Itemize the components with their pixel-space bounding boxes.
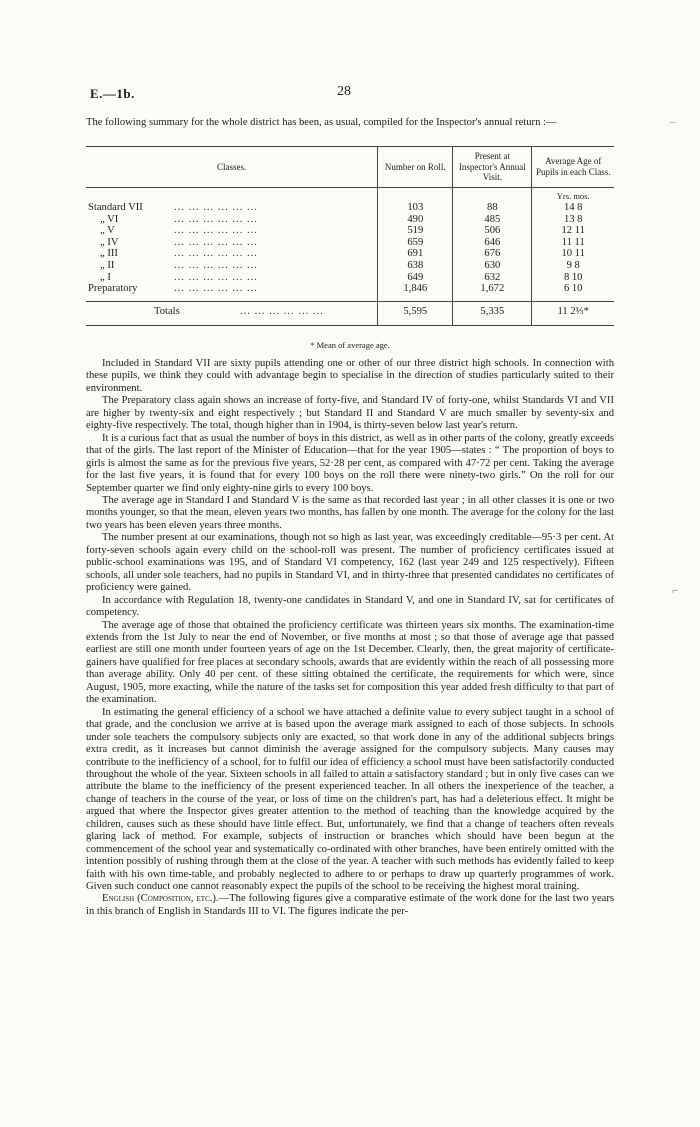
series-code: E.—1b. [90,86,135,101]
age-value: 9 8 [532,260,614,272]
roll-value: 1,846 [378,283,453,295]
section-heading: English (Composition, etc.). [102,893,219,905]
age-value: 8 10 [532,272,614,284]
leader-dots: ... ... ... ... ... ... [174,260,258,272]
intro-text: The following summary for the whole district has been, as usual, compiled for the Inspector's annual return :— [86,117,557,128]
table-row [86,225,614,237]
paragraph: In accordance with Regulation 18, twenty-one candidates in Standard V, and one in Standard IV, sat for certificates of competency. [86,594,614,619]
paragraph: It is a curious fact that as usual the number of boys in this district, as well as in other parts of the colony, greatly exceeds that of the girls. The last report of the Minister of Education—that for the year 1905—states : “ The proportion of boys to girls is almost the same as for the previous five years, 52·28 per cent, as compared with 47·72 per cent. Taking the average for the last five years, it is found that for every 100 boys on the roll there were ninety-two girls.” On the roll for our September quarter we find only eighty-nine girls to every 100 boys. [86,432,614,494]
total-present: 5,335 [453,301,532,321]
paragraph-english [86,893,614,918]
leader-dots: ... ... ... ... ... ... [174,283,258,295]
class-name: „ IV [100,236,119,248]
margin-mark: ⌐ [672,585,679,597]
present-value: 506 [453,225,532,237]
present-value: 676 [453,248,532,260]
leader-dots: ... ... ... ... ... ... [174,248,258,260]
age-value: 12 11 [532,225,614,237]
table-row [86,283,614,295]
table-row [86,237,614,249]
roll-value: 519 [378,225,453,237]
age-value: 6 10 [532,283,614,295]
col-header-classes: Classes. [86,147,378,188]
leader-dots: ... ... ... ... ... ... [174,202,258,214]
table-row [86,260,614,272]
leader-dots: ... ... ... ... ... ... [174,271,258,283]
age-value: 14 8 [532,202,614,214]
leader-dots: ... ... ... ... ... ... [174,225,258,237]
col-header-present: Present at Inspector's Annual Visit. [453,147,532,188]
age-value: 11 11 [532,237,614,249]
paragraph: Included in Standard VII are sixty pupils attending one or other of our three district high schools. In connection with these pupils, we think they could with advantage begin to specialise in the direction of studies particularly suited to their environment. [86,358,614,394]
class-name: Preparatory [88,283,138,295]
paragraph-text: —The following figures give a comparative estimate of the work done for the last two years in this branch of English in Standards III to VI. The figures indicate the per- [86,893,614,917]
leader-dots: ... ... ... ... ... ... [174,213,258,225]
table-row [86,202,614,214]
totals-row [86,301,614,321]
present-value: 632 [453,272,532,284]
class-name: „ V [100,225,115,237]
class-name: Standard VII [88,202,143,214]
col-header-roll: Number on Roll. [378,147,453,188]
present-value: 646 [453,237,532,249]
class-name: „ VI [100,213,119,225]
roll-value: 659 [378,237,453,249]
totals-label: Totals [154,305,180,317]
present-value: 88 [453,202,532,214]
paragraph: The number present at our examinations, though not so high as last year, was exceedingly creditable—95·3 per cent. At forty-seven schools again every child on the school-roll was present. The number of proficiency certificates issued at public-school examinations was 195, and of Standard VI competency, 162 (last year 249 and 125 respectively). Fifteen schools, all under sole teachers, had no pupils in Standard VI, and in thirty-three that presented candidates no certificates of proficiency were gained. [86,532,614,594]
roll-value: 638 [378,260,453,272]
roll-value: 649 [378,272,453,284]
class-name: „ II [100,260,115,272]
table-footnote: * Mean of average age. [310,340,390,350]
class-name: „ III [100,248,118,260]
paragraph: The average age in Standard I and Standard V is the same as that recorded last year ; in all other classes it is one or two months younger, so that the mean, eleven years two months, has fallen by one month. The average for the colony for the last two years has been eleven years three months. [86,494,614,531]
class-name: „ I [100,271,111,283]
roll-value: 490 [378,214,453,226]
present-value: 485 [453,214,532,226]
page-number: 28 [337,84,351,99]
table-row [86,272,614,284]
table-row [86,214,614,226]
paragraph: In estimating the general efficiency of a school we have attached a definite value to every subject taught in a school of that grade, and the conclusion we arrive at is based upon the average mark assigned to each of those subjects. In schools under sole teachers the compulsory subjects only are exacted, so that work done in any of the additional subjects brings extra credit, as it increases but cannot diminish the average assigned for the compulsory subjects. Many causes may contribute to the inefficiency of a school, for to fulfil our idea of efficiency a school must have been satisfactorily conducted throughout the whole of the year. Sixteen schools in all failed to attain a satisfactory standard ; but in only five cases can we attribute the blame to the inefficiency of the present experienced teacher. In all others the inexperience of the teacher, a change of teachers in the course of the year, or loss of time on the children's part, has had a deleterious effect. It might be argued that where the Inspector gives greater attention to the method of teaching than the knowledge acquired by the children, causes such as these should have little effect. But, unfortunately, we find that a change of teachers often reveals glaring lack of method. For example, subjects of instruction or branches which should have been begun at the commencement of the school year and systematically co-ordinated with other branches, have been entirely omitted with the intention possibly of rushing through them at the close of the year. A teacher with such methods has evidently failed to keep faith with his own time-table, and probably neglected to adhere to or perhaps to draw up quarterly programmes of work. Given such conduct one cannot reasonably expect the pupils of the school to be receiving the highest moral training. [86,706,614,893]
paragraph: The average age of those that obtained the proficiency certificate was thirteen years six months. The examination-time extends from the 1st July to near the end of November, or five months at most ; so that those of average age that passed earliest are still one month under fourteen years of age on the 1st December. Clearly, then, the great majority of certificate-gainers have qualified for free places at secondary schools, awards that are evidently within the reach of all possessing more than average ability. Only 40 per cent. of these sitting obtained the certificate, the requirements for which were, since August, 1905, more exacting, while the nature of the tasks set for composition this year added fresh difficulty to that part of the examination. [86,619,614,706]
leader-dots: ... ... ... ... ... ... [174,236,258,248]
report-body [86,358,614,918]
summary-table [86,146,614,326]
present-value: 630 [453,260,532,272]
table-row [86,248,614,260]
age-value: 10 11 [532,248,614,260]
age-units: Yrs. mos. [532,187,614,202]
leader-dots: ... ... ... ... ... ... [240,305,324,317]
present-value: 1,672 [453,283,532,295]
roll-value: 103 [378,202,453,214]
col-header-age: Average Age of Pupils in each Class. [532,147,614,188]
total-roll: 5,595 [378,301,453,321]
mean-age: 11 2⅓* [532,301,614,321]
paragraph: The Preparatory class again shows an increase of forty-five, and Standard IV of forty-one, whilst Standards VI and VII are higher by twenty-six and eight respectively ; but Standard II and Standard V are much smaller by seventy-six and eighty-five respectively. The total, though higher than in 1904, is thirty-seven below last year's return. [86,395,614,432]
roll-value: 691 [378,248,453,260]
margin-mark: – [670,116,676,128]
age-value: 13 8 [532,214,614,226]
